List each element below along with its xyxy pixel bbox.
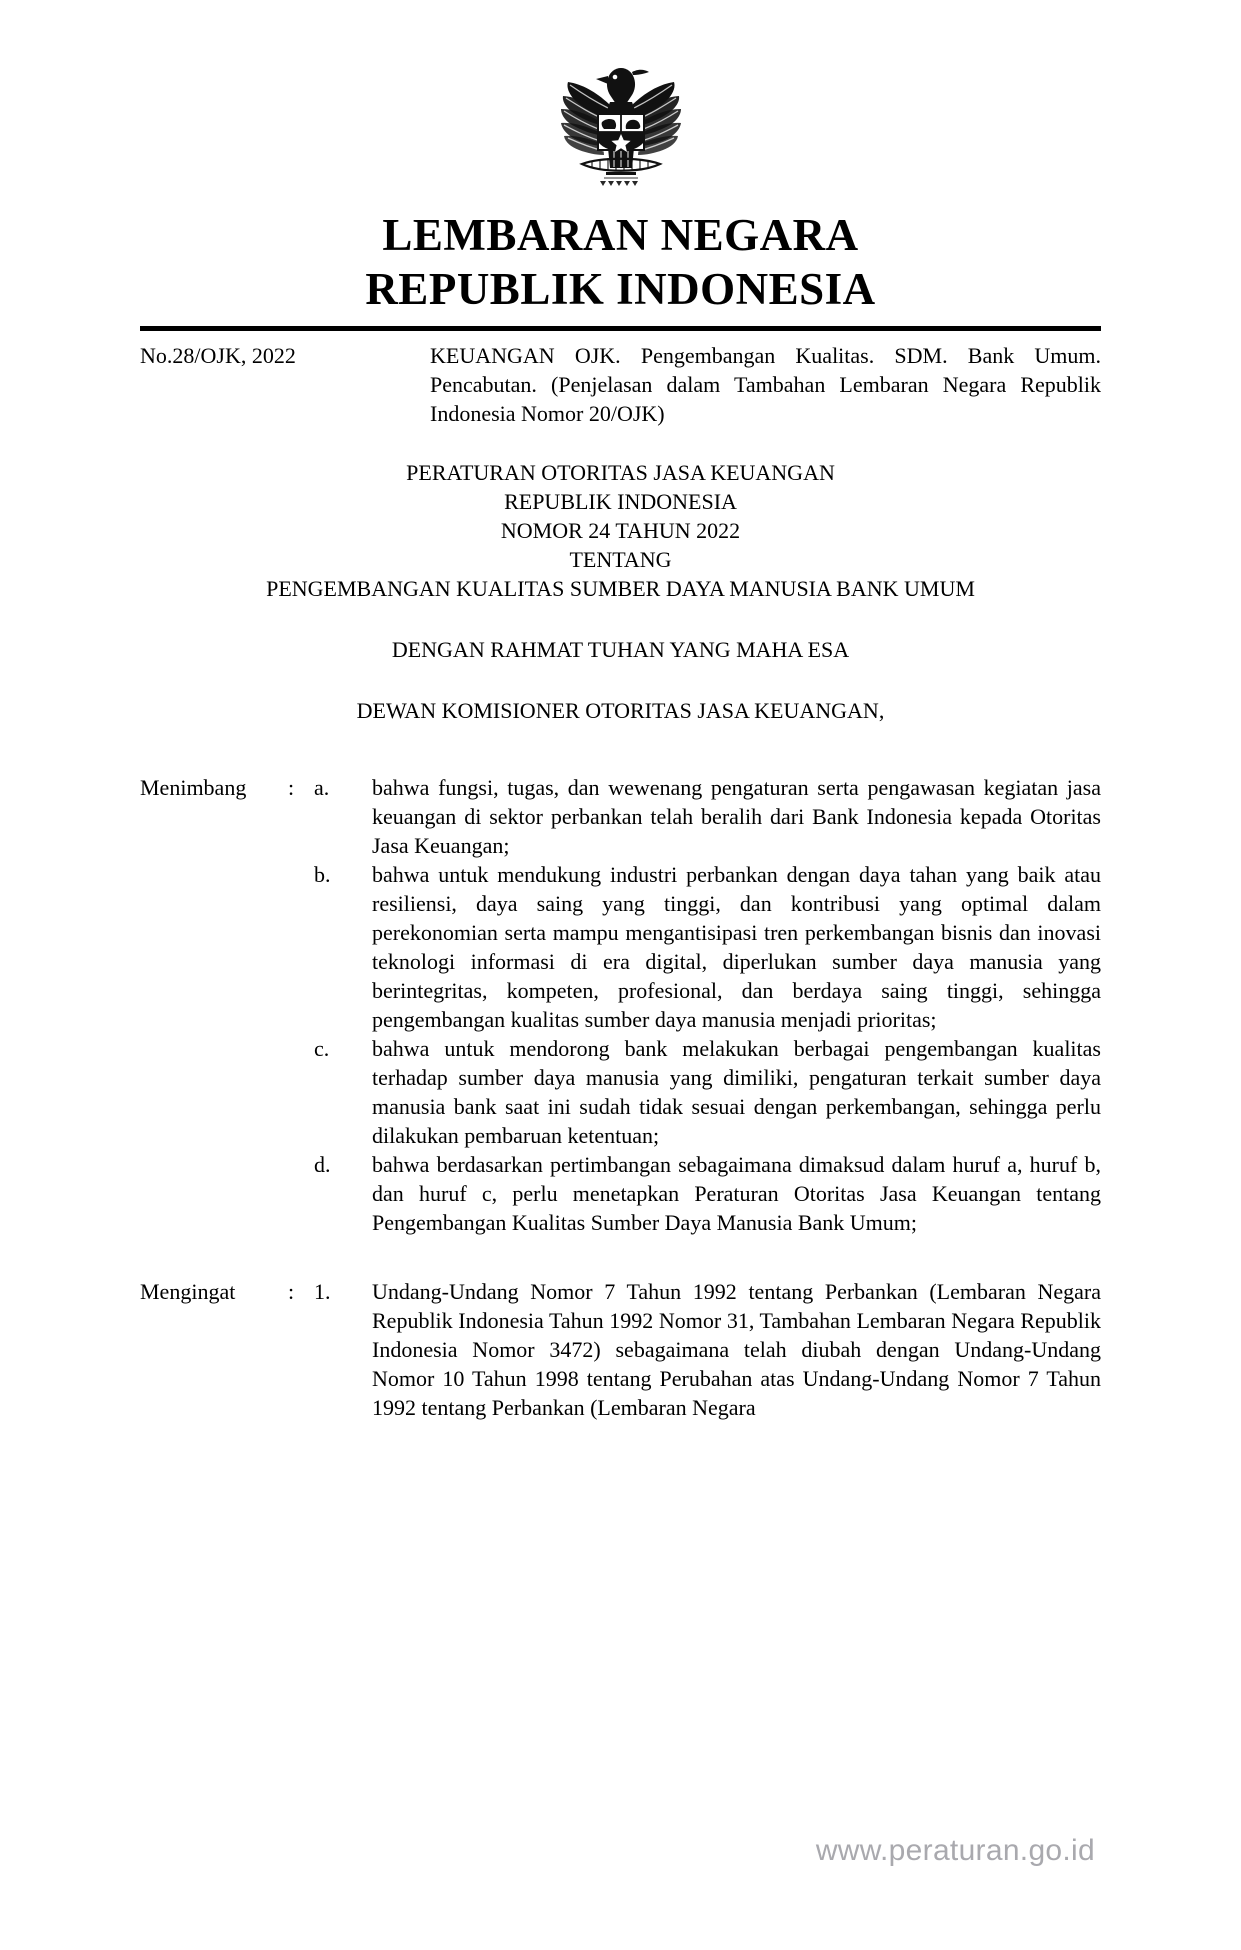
menimbang-section: [140, 773, 1101, 1237]
issuing-authority: DEWAN KOMISIONER OTORITAS JASA KEUANGAN,: [356, 698, 885, 723]
menimbang-colon: :: [288, 775, 295, 800]
regulation-subject: PENGEMBANGAN KUALITAS SUMBER DAYA MANUSIA BANK UMUM: [266, 576, 975, 601]
menimbang-marker-b: b.: [314, 862, 331, 887]
regulation-title-line-2: REPUBLIK INDONESIA: [504, 489, 737, 514]
menimbang-text-c: bahwa untuk mendorong bank melakukan berbagai pengembangan kualitas terhadap sumber daya manusia yang dimiliki, pengaturan terkait sumber daya manusia bank saat ini sudah tidak sesuai dengan perkembangan, sehingga perlu dilakukan pembaruan ketentuan;: [372, 1036, 1101, 1148]
menimbang-text-a: bahwa fungsi, tugas, dan wewenang pengaturan serta pengawasan kegiatan jasa keuangan di sektor perbankan telah beralih dari Bank Indonesia kepada Otoritas Jasa Keuangan;: [372, 775, 1101, 858]
regulation-title-line-1: PERATURAN OTORITAS JASA KEUANGAN: [406, 460, 835, 485]
gazette-subject: KEUANGAN OJK. Pengembangan Kualitas. SDM. Bank Umum. Pencabutan. (Penjelasan dalam Tambahan Lembaran Negara Republik Indonesia Nomor 20/OJK): [430, 343, 1101, 426]
mengingat-section: [140, 1277, 1101, 1422]
regulation-title-block: [140, 458, 1101, 603]
gazette-number: No.28/OJK, 2022: [140, 343, 296, 368]
list-item: [314, 1277, 1101, 1422]
menimbang-label: Menimbang: [140, 775, 247, 800]
invocation-text: DENGAN RAHMAT TUHAN YANG MAHA ESA: [391, 637, 850, 662]
mengingat-marker-1: 1.: [314, 1279, 331, 1304]
masthead-line-2: REPUBLIK INDONESIA: [365, 264, 876, 314]
mengingat-colon: :: [288, 1279, 295, 1304]
mengingat-items: [314, 1277, 1101, 1422]
menimbang-text-d: bahwa berdasarkan pertimbangan sebagaimana dimaksud dalam huruf a, huruf b, dan huruf c, perlu menetapkan Peraturan Otoritas Jasa Keuangan tentang Pengembangan Kualitas Sumber Daya Manusia Bank Umum;: [372, 1152, 1101, 1235]
gazette-info-row: [140, 341, 1101, 428]
masthead-line-1: LEMBARAN NEGARA: [382, 210, 859, 260]
menimbang-text-b: bahwa untuk mendukung industri perbankan dengan daya tahan yang baik atau resiliensi, daya saing yang tinggi, dan kontribusi yang optimal dalam perekonomian serta mampu mengantisipasi tren perkembangan bisnis dan inovasi teknologi informasi di era digital, diperlukan sumber daya manusia yang berintegritas, kompeten, profesional, dan berdaya saing tinggi, sehingga pengembangan kualitas sumber daya manusia menjadi prioritas;: [372, 862, 1101, 1032]
mengingat-text-1: Undang-Undang Nomor 7 Tahun 1992 tentang Perbankan (Lembaran Negara Republik Indonesia Tahun 1992 Nomor 31, Tambahan Lembaran Negara Republik Indonesia Nomor 3472) sebagaimana telah diubah dengan Undang-Undang Nomor 10 Tahun 1998 tentang Perubahan atas Undang-Undang Nomor 7 Tahun 1992 tentang Perbankan (Lembaran Negara: [372, 1279, 1101, 1420]
garuda-pancasila-emblem: [546, 52, 696, 190]
menimbang-marker-a: a.: [314, 775, 330, 800]
mengingat-label: Mengingat: [140, 1279, 236, 1304]
regulation-number: NOMOR 24 TAHUN 2022: [500, 518, 741, 543]
list-item: [314, 773, 1101, 860]
list-item: [314, 860, 1101, 1034]
site-watermark: www.peraturan.go.id: [815, 1834, 1095, 1867]
regulation-tentang-label: TENTANG: [569, 547, 672, 572]
list-item: [314, 1150, 1101, 1237]
emblem-container: [140, 0, 1101, 202]
menimbang-marker-c: c.: [314, 1036, 330, 1061]
menimbang-marker-d: d.: [314, 1152, 331, 1177]
masthead-divider: [140, 326, 1101, 331]
list-item: [314, 1034, 1101, 1150]
menimbang-items: [314, 773, 1101, 1237]
